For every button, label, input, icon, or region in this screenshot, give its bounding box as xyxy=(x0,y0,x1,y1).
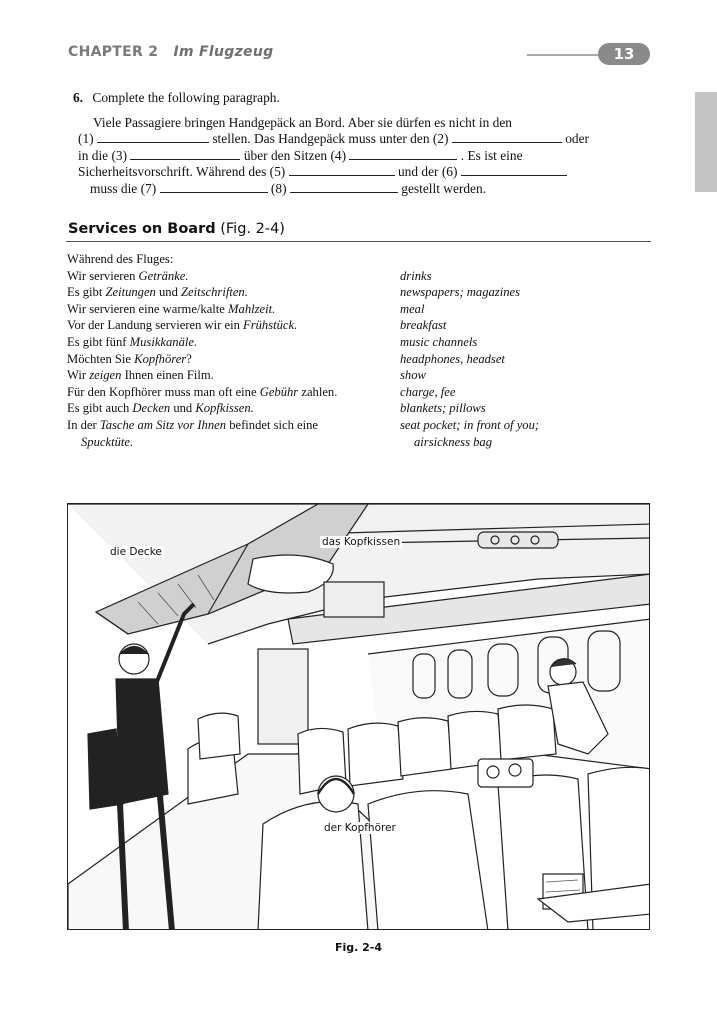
vocab-keyword: Musikkanäle. xyxy=(129,335,198,349)
vocab-intro-text: Während des Fluges: xyxy=(67,252,174,266)
cabin-illustration xyxy=(68,504,650,930)
vocab-row xyxy=(67,285,667,301)
blank-1[interactable] xyxy=(97,132,209,143)
vocab-text: Wir servieren eine warme/kalte xyxy=(67,301,229,316)
vocab-german xyxy=(67,269,189,284)
vocab-english: blankets; pillows xyxy=(400,401,486,416)
chapter-label: CHAPTER 2 xyxy=(68,44,159,60)
vocab-english: drinks xyxy=(400,268,432,283)
paragraph-line-1 xyxy=(93,115,512,131)
vocab-german xyxy=(67,401,254,416)
vocab-english: show xyxy=(400,368,426,383)
vocab-row xyxy=(67,269,667,285)
vocab-row xyxy=(67,418,667,434)
vocab-german xyxy=(67,352,192,367)
vocab-german xyxy=(67,285,248,300)
vocab-keyword: Zeitschriften. xyxy=(181,285,248,300)
vocab-english: meal xyxy=(400,301,425,316)
vocab-intro xyxy=(67,252,667,268)
vocab-text: Es gibt auch xyxy=(67,401,133,416)
vocab-keyword: Mahlzeit. xyxy=(228,301,276,316)
header-rule xyxy=(527,54,607,56)
chapter-title: Im Flugzeug xyxy=(173,44,274,60)
vocab-text: Vor der Landung servieren wir ein xyxy=(67,318,244,333)
vocab-text: ? xyxy=(186,351,192,366)
vocab-german xyxy=(67,368,214,383)
vocab-text: Es gibt xyxy=(67,285,106,300)
blank-number-8: (8) xyxy=(270,181,287,196)
vocab-english: airsickness bag xyxy=(414,434,493,449)
vocab-keyword: Kopfkissen. xyxy=(195,401,254,416)
vocab-german xyxy=(67,335,197,350)
paragraph-text: . Es ist eine xyxy=(460,148,523,163)
vocab-text: Für den Kopfhörer muss man oft eine xyxy=(67,384,260,399)
section-rule xyxy=(66,241,651,242)
vocab-keyword: Kopfhörer xyxy=(134,351,187,366)
vocab-row xyxy=(67,385,667,401)
blank-number-7: muss die (7) xyxy=(90,181,157,196)
vocab-english: music channels xyxy=(400,335,478,349)
vocab-text: Möchten Sie xyxy=(67,351,135,366)
paragraph-line-5 xyxy=(90,181,486,197)
paragraph-line-2 xyxy=(78,131,589,147)
vocab-text: zahlen. xyxy=(298,384,338,399)
blank-7[interactable] xyxy=(160,182,268,193)
vocab-german xyxy=(67,385,337,400)
vocab-text: Ihnen einen Film. xyxy=(121,368,214,383)
vocab-row xyxy=(67,352,667,368)
section-title-text: Services on Board xyxy=(68,221,216,237)
vocab-row xyxy=(67,368,667,384)
paragraph-text: Viele Passagiere bringen Handgepäck an Bord. Aber sie dürfen es nicht in den xyxy=(93,115,513,130)
vocab-row xyxy=(67,401,667,417)
vocab-keyword: Getränke. xyxy=(138,268,189,283)
blank-6[interactable] xyxy=(461,165,567,176)
blank-2[interactable] xyxy=(452,132,562,143)
vocab-german xyxy=(67,302,275,317)
vocab-row xyxy=(67,302,667,318)
vocab-text: Es gibt fünf xyxy=(67,335,130,349)
vocab-english: newspapers; magazines xyxy=(400,285,520,300)
exercise-heading xyxy=(73,90,280,106)
exercise-instruction: Complete the following paragraph. xyxy=(92,90,280,105)
paragraph-line-4 xyxy=(78,164,567,180)
vocab-keyword: Gebühr xyxy=(259,384,299,399)
vocab-row xyxy=(67,335,667,351)
vocab-keyword: Zeitungen xyxy=(105,285,156,300)
vocab-text: Wir xyxy=(67,368,90,383)
paragraph-text: über den Sitzen (4) xyxy=(243,148,347,163)
vocab-keyword: Decken xyxy=(132,401,171,416)
paragraph-text: gestellt werden. xyxy=(401,181,487,196)
thumb-index-tab xyxy=(695,92,717,192)
vocab-row xyxy=(67,435,667,451)
paragraph-text: oder xyxy=(565,131,589,146)
chapter-header xyxy=(68,44,273,60)
vocab-keyword: zeigen xyxy=(89,368,122,383)
vocab-text: Wir servieren xyxy=(67,268,139,283)
paragraph-text: stellen. Das Handgepäck muss unter den (2) xyxy=(212,131,449,146)
vocab-english: seat pocket; in front of you; xyxy=(400,418,540,432)
vocab-text: In der xyxy=(67,418,100,432)
section-title xyxy=(68,221,285,237)
paragraph-line-3 xyxy=(78,148,523,164)
blank-number-5: Sicherheitsvorschrift. Während des (5) xyxy=(78,164,286,179)
figure-airplane-cabin xyxy=(67,503,650,930)
paragraph-text: und der (6) xyxy=(397,164,458,179)
blank-number-3: in die (3) xyxy=(78,148,128,163)
vocab-text: befindet sich eine xyxy=(226,418,319,432)
vocab-english: headphones, headset xyxy=(400,351,505,366)
vocab-english: breakfast xyxy=(400,318,447,333)
vocab-keyword: Frühstück. xyxy=(243,318,298,333)
section-figure-ref: (Fig. 2-4) xyxy=(220,221,285,237)
blank-number-1: (1) xyxy=(78,131,94,146)
label-kopfhoerer: der Kopfhörer xyxy=(324,822,396,834)
exercise-number: 6. xyxy=(73,90,84,105)
blank-4[interactable] xyxy=(349,149,457,160)
figure-caption: Fig. 2-4 xyxy=(334,941,383,954)
label-decke: die Decke xyxy=(110,546,162,558)
vocab-german xyxy=(67,435,133,450)
blank-3[interactable] xyxy=(130,149,240,160)
vocab-english: charge, fee xyxy=(400,384,456,399)
vocab-german xyxy=(67,418,318,433)
vocab-keyword: Tasche am Sitz vor Ihnen xyxy=(99,418,227,432)
vocab-row xyxy=(67,318,667,334)
vocab-text: und xyxy=(155,285,182,300)
blank-5[interactable] xyxy=(289,165,395,176)
blank-8[interactable] xyxy=(290,182,398,193)
vocab-german xyxy=(67,318,297,333)
page-number: 13 xyxy=(598,43,650,65)
vocab-keyword: Spucktüte. xyxy=(81,434,134,449)
label-kopfkissen: das Kopfkissen xyxy=(322,536,401,548)
vocab-text: und xyxy=(170,401,196,416)
